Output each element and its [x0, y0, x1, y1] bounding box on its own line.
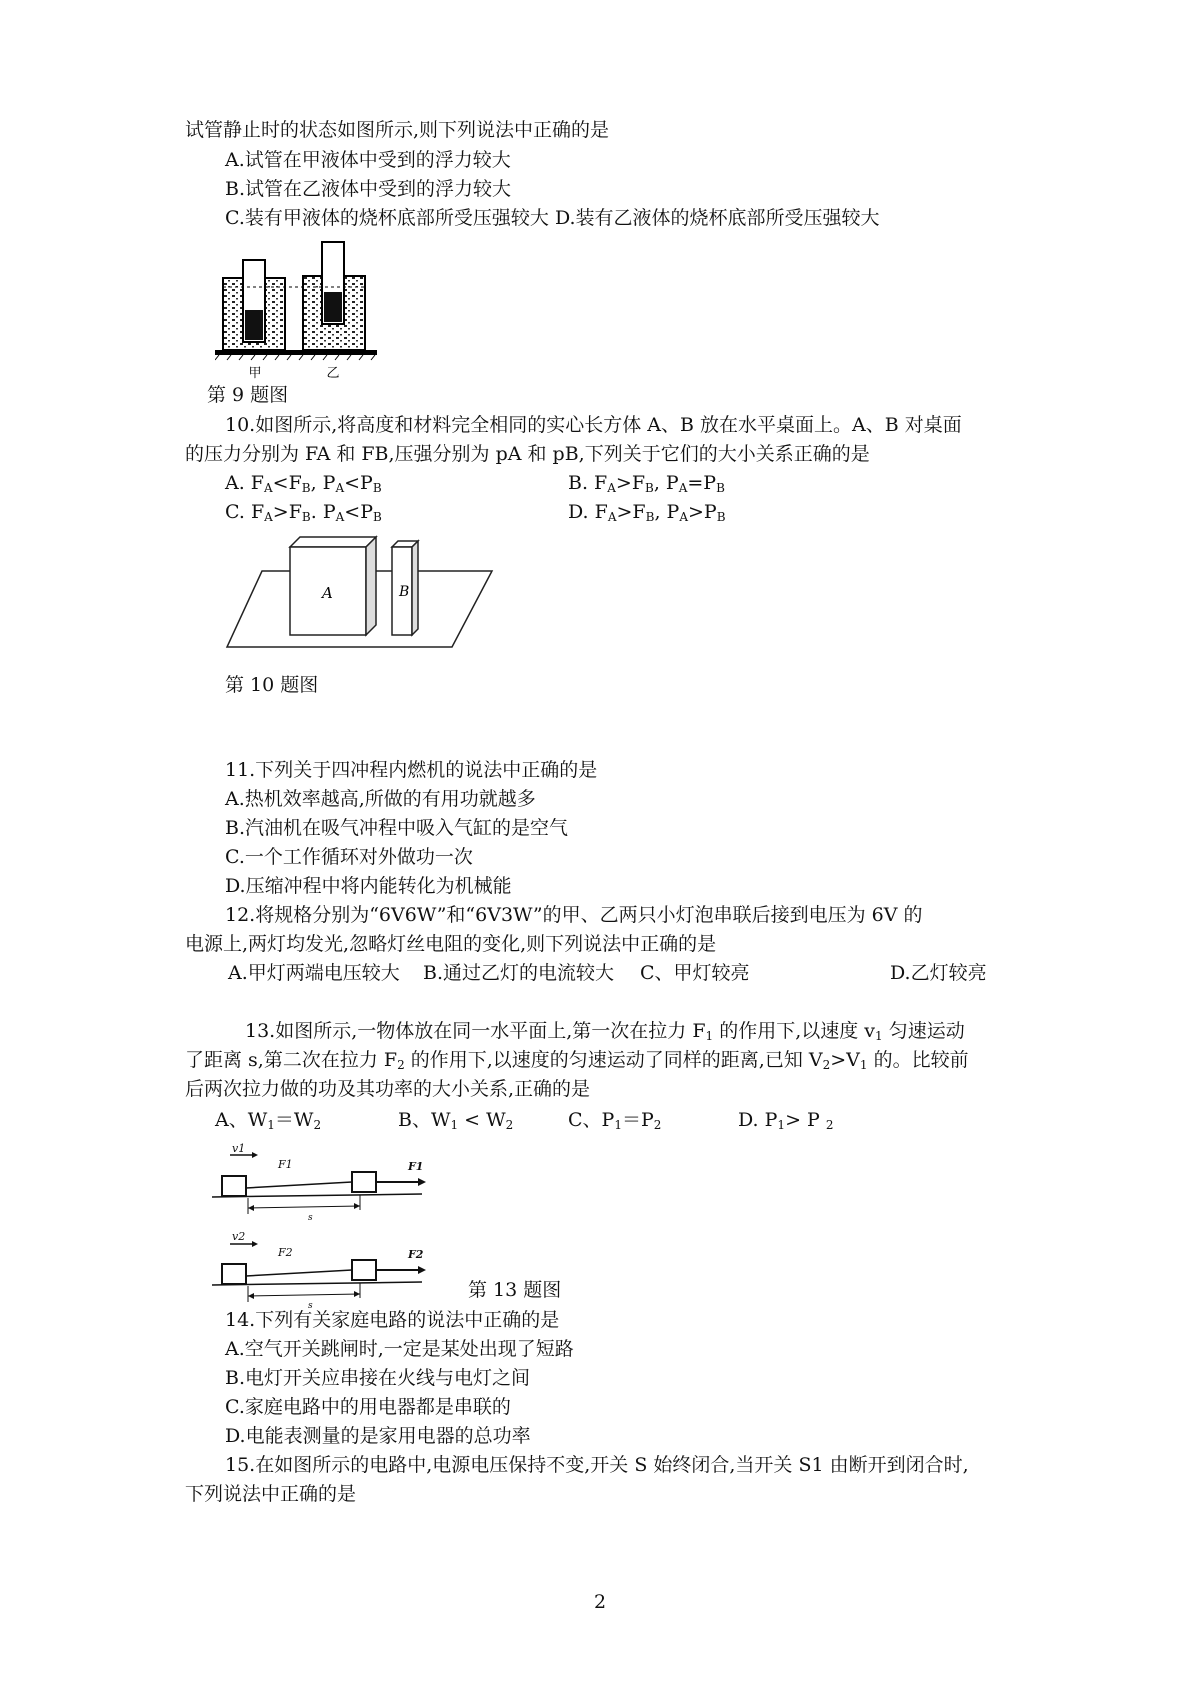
f2-label-start: F2: [278, 1246, 293, 1259]
q10-option-d: D. $F_A>F_B$, $P_A>P_B$: [568, 501, 726, 524]
label-jia: 甲: [248, 366, 262, 380]
q13-option-c: C、$P_1=P_2$: [568, 1109, 662, 1132]
q13-option-a: A、$W_1=W_2$: [215, 1109, 322, 1132]
q11-option-d: D.压缩冲程中将内能转化为机械能: [225, 875, 512, 897]
q10-option-c: C. $F_A>F_B$. $P_A<P_B$: [225, 501, 382, 524]
q10-caption: 第 10 题图: [225, 674, 319, 696]
q9-stem: 试管静止时的状态如图所示,则下列说法中正确的是: [185, 119, 610, 141]
q9-option-a: A.试管在甲液体中受到的浮力较大: [225, 149, 511, 171]
q13-motion-figure: [212, 1140, 432, 1310]
q14-option-d: D.电能表测量的是家用电器的总功率: [225, 1425, 531, 1447]
q12-option-b: B.通过乙灯的电流较大: [423, 962, 615, 984]
q9-caption: 第 9 题图: [207, 384, 289, 406]
q15-stem-line1: 15.在如图所示的电路中,电源电压保持不变,开关 S 始终闭合,当开关 S1 由断开到闭合时,: [225, 1454, 969, 1476]
q12-stem-line1: 12.将规格分别为“6V6W”和“6V3W”的甲、乙两只小灯泡串联后接到电压为 6V 的: [225, 904, 923, 926]
q15-stem-line2: 下列说法中正确的是: [185, 1483, 357, 1505]
q11-option-a: A.热机效率越高,所做的有用功就越多: [225, 788, 536, 810]
q13-caption: 第 13 题图: [468, 1279, 562, 1301]
block-b-label: B: [399, 584, 410, 600]
q13-option-d: D. $P_1> P$ $_2$: [738, 1109, 834, 1132]
q9-option-cd: C.装有甲液体的烧杯底部所受压强较大 D.装有乙液体的烧杯底部所受压强较大: [225, 207, 880, 229]
q9-option-b: B.试管在乙液体中受到的浮力较大: [225, 178, 512, 200]
q13-stem-line1: 13.如图所示,一物体放在同一水平面上,第一次在拉力 $F_1$ 的作用下,以速度 $v_1$ 匀速运动: [245, 1020, 965, 1043]
q10-blocks-figure: [222, 535, 497, 655]
q13-stem-line3: 后两次拉力做的功及其功率的大小关系,正确的是: [185, 1078, 591, 1100]
label-yi: 乙: [326, 366, 340, 380]
q12-option-a: A.甲灯两端电压较大: [228, 962, 400, 984]
q13-option-b: B、$W_1 < W_2$: [398, 1109, 514, 1132]
q14-option-c: C.家庭电路中的用电器都是串联的: [225, 1396, 511, 1418]
v2-label: v2: [232, 1230, 246, 1243]
q14-option-a: A.空气开关跳闸时,一定是某处出现了短路: [225, 1338, 574, 1360]
page-number: 2: [594, 1591, 607, 1613]
q10-stem-line2: 的压力分别为 FA 和 FB,压强分别为 pA 和 pB,下列关于它们的大小关系正确的是: [185, 443, 870, 465]
q12-option-d: D.乙灯较亮: [890, 962, 987, 984]
q12-option-c: C、甲灯较亮: [640, 962, 750, 984]
q14-option-b: B.电灯开关应串接在火线与电灯之间: [225, 1367, 531, 1389]
q14-stem: 14.下列有关家庭电路的说法中正确的是: [225, 1309, 560, 1331]
q10-stem-line1: 10.如图所示,将高度和材料完全相同的实心长方体 A、B 放在水平桌面上。A、B 对桌面: [225, 414, 962, 436]
q11-stem: 11.下列关于四冲程内燃机的说法中正确的是: [225, 759, 598, 781]
q10-option-b: B. $F_A>F_B$, $P_A=P_B$: [568, 472, 725, 495]
q11-option-c: C.一个工作循环对外做功一次: [225, 846, 473, 868]
q12-stem-line2: 电源上,两灯均发光,忽略灯丝电阻的变化,则下列说法中正确的是: [185, 933, 717, 955]
q11-option-b: B.汽油机在吸气冲程中吸入气缸的是空气: [225, 817, 569, 839]
f1-label-start: F1: [278, 1158, 293, 1171]
q13-stem-line2: 了距离 s,第二次在拉力 $F_2$ 的作用下,以速度的匀速运动了同样的距离,已知 $V_2>V_1$ 的。比较前: [185, 1049, 969, 1072]
f1-label-end: F1: [408, 1160, 424, 1173]
q9-beakers-figure: [215, 240, 380, 380]
block-a-label: A: [322, 584, 333, 602]
f2-label-end: F2: [408, 1248, 424, 1261]
s-label-1: s: [308, 1213, 313, 1223]
q10-option-a: A. $F_A<F_B$, $P_A<P_B$: [225, 472, 382, 495]
v1-label: v1: [232, 1142, 246, 1155]
s-label-2: s: [308, 1301, 313, 1310]
